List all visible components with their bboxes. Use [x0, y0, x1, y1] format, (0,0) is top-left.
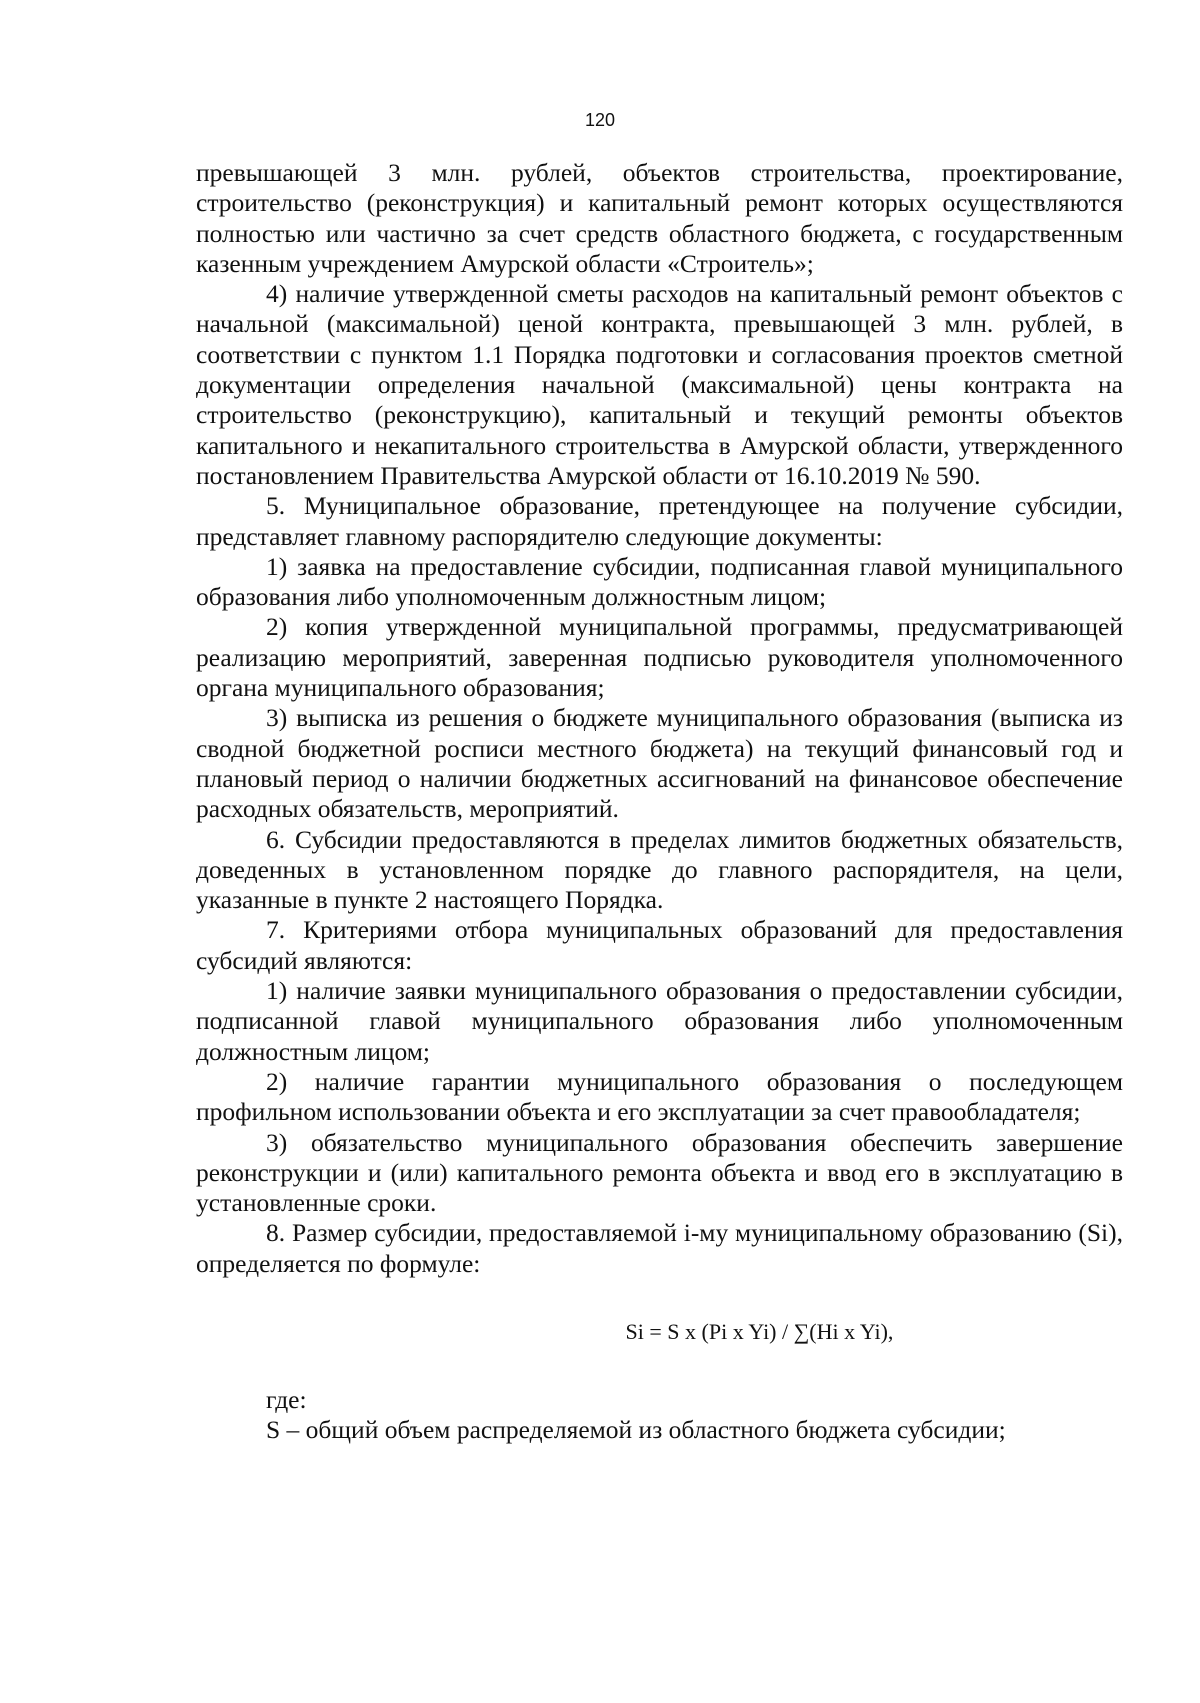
- where-label: где:: [266, 1384, 307, 1414]
- page-number: 120: [584, 110, 616, 130]
- definition-s: S – общий объем распределяемой из областного бюджета субсидии;: [266, 1415, 1006, 1445]
- paragraph-5-item-1: 1) заявка на предоставление субсидии, подписанная главой муниципального образования либо уполномоченным должностным лицом;: [196, 551, 1123, 612]
- paragraph-7-item-1: 1) наличие заявки муниципального образования о предоставлении субсидии, подписанной главой муниципального образования либо уполномоченным должностным лицом;: [196, 976, 1123, 1066]
- document-body: [196, 158, 1123, 1446]
- subsidy-formula: Si = S x (Pi x Yi) / ∑(Hi x Yi),: [625, 1318, 894, 1344]
- paragraph-7-item-2: 2) наличие гарантии муниципального образования о последующем профильном использовании объекта и его эксплуатации за счет правообладателя;: [196, 1066, 1123, 1127]
- paragraph-7-item-3: 3) обязательство муниципального образования обеспечить завершение реконструкции и (или) капитального ремонта объекта и ввод его в эксплуатацию в установленные сроки.: [196, 1127, 1123, 1218]
- paragraph-section-8: 8. Размер субсидии, предоставляемой i-му муниципальному образованию (Si), определяется по формуле:: [196, 1218, 1123, 1278]
- paragraph-section-7: 7. Критериями отбора муниципальных образований для предоставления субсидий являются:: [196, 915, 1123, 975]
- paragraph-5-item-3: 3) выписка из решения о бюджете муниципального образования (выписка из сводной бюджетной росписи местного бюджета) на текущий финансовый год и плановый период о наличии бюджетных ассигнований на финансовое обеспечение расходных обязательств, мероприятий.: [196, 703, 1123, 824]
- paragraph-item-4: 4) наличие утвержденной сметы расходов на капитальный ремонт объектов с начальной (максимальной) ценой контракта, превышающей 3 млн. рублей, в соответствии с пунктом 1.1 Порядка подготовки и согласования проектов сметной документации определения начальной (максимальной) цены контракта на строительство (реконструкцию), капитальный и текущий ремонты объектов капитального и некапитального строительства в Амурской области, утвержденного постановлением Правительства Амурской области от 16.10.2019 № 590.: [196, 279, 1123, 490]
- paragraph-continuation: превышающей 3 млн. рублей, объектов строительства, проектирование, строительство (реконструкция) и капитальный ремонт которых осуществляются полностью или частично за счет средств областного бюджета, с государственным казенным учреждением Амурской области «Строитель»;: [196, 158, 1123, 278]
- paragraph-section-5: 5. Муниципальное образование, претендующее на получение субсидии, представляет главному распорядителю следующие документы:: [196, 491, 1123, 551]
- paragraph-5-item-2: 2) копия утвержденной муниципальной программы, предусматривающей реализацию мероприятий, заверенная подписью руководителя уполномоченного органа муниципального образования;: [196, 612, 1123, 703]
- paragraph-section-6: 6. Субсидии предоставляются в пределах лимитов бюджетных обязательств, доведенных в установленном порядке до главного распорядителя, на цели, указанные в пункте 2 настоящего Порядка.: [196, 824, 1123, 915]
